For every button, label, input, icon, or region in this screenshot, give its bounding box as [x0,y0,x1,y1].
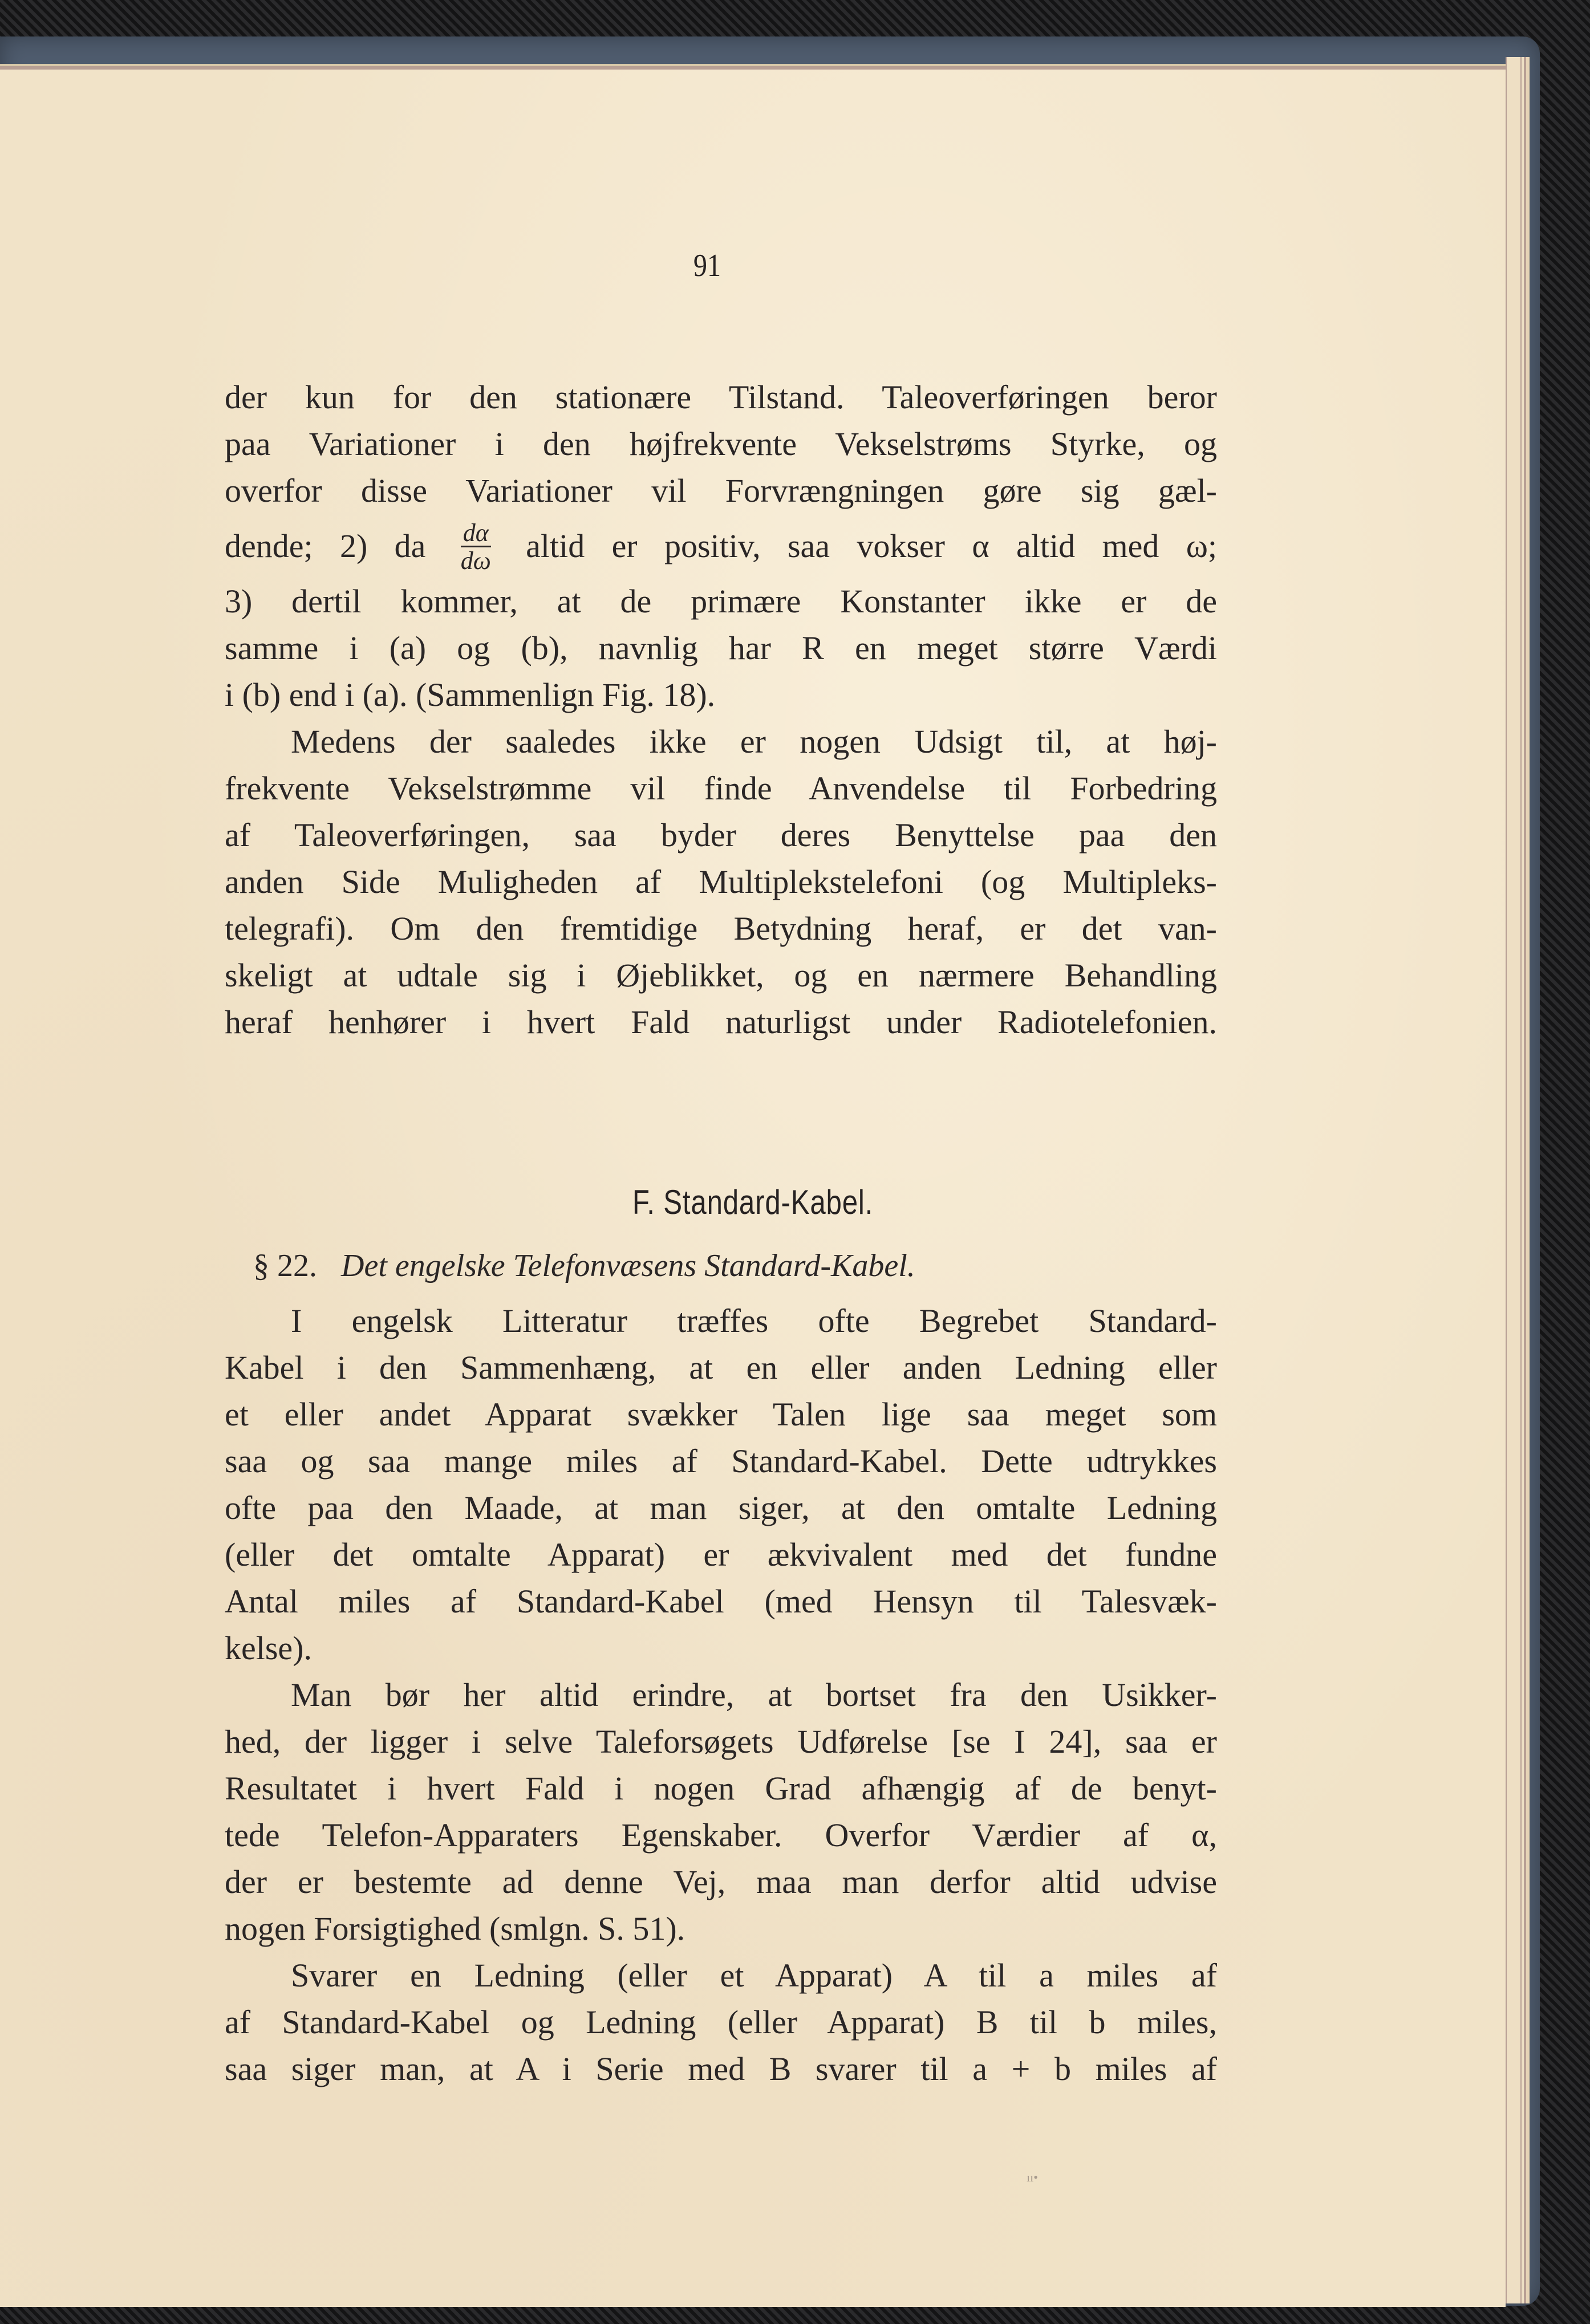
text-line: af Taleoverføringen, saa byder deres Benyttelse paa den [225,816,1217,854]
section-symbol: § 22. [253,1248,317,1283]
text-line: frekvente Vekselstrømme vil finde Anvendelse til Forbedring [225,770,1217,807]
fraction-denominator: dω [460,547,491,575]
text-line: der er bestemte ad denne Vej, maa man derfor altid udvise [225,1863,1217,1900]
text-line: overfor disse Variationer vil Forvrængningen gøre sig gæl- [225,472,1217,509]
text-line: Antal miles af Standard-Kabel (med Hensyn til Talesvæk- [225,1583,1217,1620]
derivative-fraction [461,521,491,574]
text-line: 3) dertil kommer, at de primære Konstanter ikke er de [225,583,1217,620]
stray-ink-mark: ıı• [1027,2170,1038,2184]
text-line: anden Side Muligheden af Multiplekstelefoni (og Multipleks- [225,863,1217,900]
page-number: 91 [693,248,721,283]
text-line: saa siger man, at A i Serie med B svarer til a + b miles af [225,2050,1217,2087]
text-line: skeligt at udtale sig i Øjeblikket, og en nærmere Behandling [225,957,1217,994]
text-line: telegrafi). Om den fremtidige Betydning heraf, er det van- [225,910,1217,947]
text-line: (eller det omtalte Apparat) er ækvivalent med det fundne [225,1536,1217,1573]
text-block-top [225,374,1217,1046]
page-edges [1506,57,1530,2303]
text-line: paa Variationer i den højfrekvente Vekselstrøms Styrke, og [225,425,1217,462]
text-line: Medens der saaledes ikke er nogen Udsigt til, at høj- [291,723,1217,760]
text-after-fraction: altid er positiv, saa vokser α altid med ω; [526,527,1217,564]
text-line: af Standard-Kabel og Ledning (eller Apparat) B til b miles, [225,2004,1217,2041]
text-line: saa og saa mange miles af Standard-Kabel. Dette udtrykkes [225,1443,1217,1480]
fraction-line [225,514,1217,578]
text-line: I engelsk Litteratur træffes ofte Begrebet Standard- [291,1302,1217,1339]
text-line: nogen Forsigtighed (smlgn. S. 51). [225,1910,686,1947]
subsection-title: Det engelske Telefonvæsens Standard-Kabel. [341,1248,915,1283]
section-heading: F. Standard-Kabel. [632,1183,874,1221]
text-before-fraction: dende; 2) da [225,527,426,564]
text-line: Kabel i den Sammenhæng, at en eller anden Ledning eller [225,1349,1217,1386]
text-line: ofte paa den Maade, at man siger, at den omtalte Ledning [225,1489,1217,1526]
text-line: Svarer en Ledning (eller et Apparat) A til a miles af [291,1957,1217,1994]
text-line: heraf henhører i hvert Fald naturligst under Radiotelefonien. [225,1003,1217,1041]
fraction-numerator: dα [461,521,491,547]
text-line: Man bør her altid erindre, at bortset fra den Usikker- [291,1676,1217,1713]
text-line: samme i (a) og (b), navnlig har R en meget større Værdi [225,629,1217,667]
book-page [0,64,1506,2307]
text-line: kelse). [225,1630,312,1667]
text-line: et eller andet Apparat svækker Talen lige saa meget som [225,1396,1217,1433]
text-line: der kun for den stationære Tilstand. Taleoverføringen beror [225,379,1217,416]
text-block-bottom [225,1298,1217,2093]
subsection-heading [253,1248,915,1284]
text-line: Resultatet i hvert Fald i nogen Grad afhængig af de benyt- [225,1770,1217,1807]
text-line: hed, der ligger i selve Taleforsøgets Udførelse [se I 24], saa er [225,1723,1217,1760]
text-line: tede Telefon-Apparaters Egenskaber. Overfor Værdier af α, [225,1817,1217,1854]
text-line: i (b) end i (a). (Sammenlign Fig. 18). [225,676,716,713]
